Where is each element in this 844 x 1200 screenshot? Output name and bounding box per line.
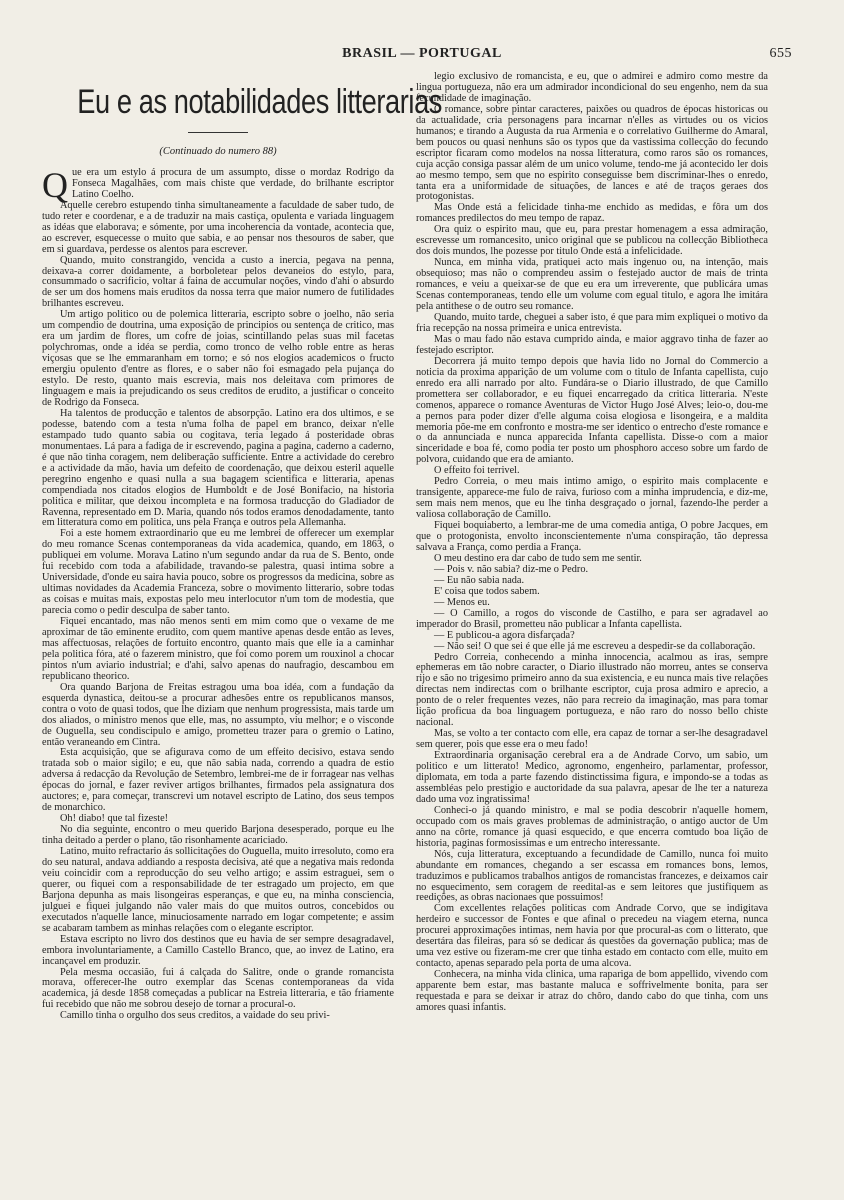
paragraph: Nunca, em minha vida, pratiquei acto mais ingenuo ou, na intenção, mais obsequioso; mas não o comprendeu assim o festejado auctor de mais de trinta romances, e veiu a queixar-se de que eu era um irreverente, que publicára umas Scenas contemporaneas, tendo elle um volume com egual titulo, e agora lhe imitára pela antithese o de outro seu romance.	[416, 257, 768, 313]
paragraph: — E publicou-a agora disfarçada?	[434, 629, 575, 641]
running-title: BRASIL — PORTUGAL	[342, 46, 502, 61]
right-column	[416, 72, 768, 1174]
paragraph: Conhecera, na minha vida clinica, uma rapariga de bom appellido, vivendo com apparente bem estar, mas bastante maluca e soffrivelmente bonita, para ser requestada e para se deixar ir atraz do chôro, dando cabo do que tinha, com uns amores quasi infantis.	[416, 969, 768, 1014]
paragraph: Um artigo politico ou de polemica litteraria, escripto sobre o joelho, não seria um compendio de doutrina, uma exposição de principios ou sentença de critico, mas era um jardim de flores, um cofre de joias, scintillando pelas suas mil facetas polychromas, onde a idéa se perdia, como tronco de velho roble entre as heras viçosas que se lhe emmaranham em torno; e só nos elogios academicos o fructo emergiu opulento d'entre as flores, e o saber não foi esmagado pela pujança do estylo. De resto, quanto mais escrevia, mais nos deleitava com primores de linguagem e mais ia prejudicando os seus creditos de erudito, a justificar o conceito de Rodrigo da Fonseca.	[42, 309, 394, 408]
paragraph: Mas, se volto a ter contacto com elle, era capaz de tornar a ser-lhe desagradavel sem querer, pois que esse era o meu fado!	[416, 728, 768, 751]
left-column-body	[42, 201, 394, 1022]
drop-cap: Q	[42, 164, 68, 205]
paragraph: Decorrera já muito tempo depois que havia lido no Jornal do Commercio a noticia da proxima apparição de um volume com o titulo de Infanta capellista, cujo enredo era alli narrado por alto. Fundára-se o Diario illustrado, de que Camillo promettera ser collaborador, e eu fiquei encarregado da critica litteraria. N'este comenos, apparece o romance Aventuras de Victor Hugo José Alves; leio-o, dou-me a pernos para poder dizer d'elle alguma coisa elogiosa e lisongeira, e a maldita memoria põe-me em confronto e mostra-me ser identico o entrecho d'este romance e o da annunciada e nunca apparecida Infanta capellista. Disse-o com a maior sinceridade e boa fé, como podia ter posto um phosphoro acceso sobre um fardo de polvora, cuidando que era de amianto.	[416, 355, 768, 466]
page-number: 655	[769, 46, 792, 61]
paragraph: Com excellentes relações politicas com Andrade Corvo, que se indigitava herdeiro e successor de Fontes e que afinal o precedeu na viagem eterna, nunca procurei approximações intimas, nem havia por que procural-as com o litterato, que desertára das fileiras, para só se dedicar ás questões da governação publica; mas de uma vez estive ou fizeram-me crer que tinha estado em contacto com elle, muito em contacto, apenas separado pela porta de uma alcova.	[416, 903, 768, 970]
title-divider	[188, 132, 248, 133]
paragraph: O romance, sobre pintar caracteres, paixões ou quadros de épocas historicas ou da actualidade, cria personagens para incarnar n'elles as virtudes ou os vicios humanos; e tirando a Augusta da rua Armenia e o correlativo Guilherme do Amaral, bem poucos ou quasi nenhuns são os typos que da vastissima collecção do fecundo escriptor ficaram como modelos na nossa litteratura, como raros são os romances, cuja acção consiga passar além de um unico volume, tendo-me já acontecido ler dois ao mesmo tempo, sem que no espirito conseguisse bem discriminar-lhes o enredo, tanta era a uniformidade de situações, de lances e até de traços geraes dos protogonistas.	[416, 103, 768, 203]
paragraph: Foi a este homem extraordinario que eu me lembrei de offerecer um exemplar do meu romance Scenas contemporaneas da vida academica, quando, em 1863, o publiquei em volume. Morava Latino n'um segundo andar da rua de S. Bento, onde fui recebido com toda a afabilidade, travando-se palestra, quasi intima sobre a Universidade, d'onde eu saira havia pouco, sobre os progressos da medicina, sobre as ultimas novidades da Academia Franceza, sobre o movimento litterario, sobre todas as coisas e muitas mais, expostas pelo meu interlocutor n'um tom de modestia, que parecia como o pedir desculpa de saber tanto.	[42, 528, 394, 617]
first-paragraph	[42, 164, 394, 205]
paragraph: Fiquei boquiaberto, a lembrar-me de uma comedia antiga, O pobre Jacques, em que o protogonista, envolto inconscientemente n'uma conspiração, tão depressa salvava a França, como perdia a França.	[416, 520, 768, 553]
paragraph: Mas Onde está a felicidade tinha-me enchido as medidas, e fôra um dos romances predilectos do meu tempo de rapaz.	[416, 202, 768, 225]
left-column	[42, 72, 442, 1174]
paragraph: Camillo tinha o orgulho dos seus creditos, a vaidade do seu privi-	[60, 1010, 330, 1022]
paragraph: No dia seguinte, encontro o meu querido Barjona desesperado, porque eu lhe tinha deitado a perder o plano, tão risonhamente acariciado.	[42, 824, 394, 847]
paragraph: — Não sei! O que sei é que elle já me escreveu a despedir-se da collaboração.	[434, 640, 756, 652]
paragraph: Quando, muito tarde, cheguei a saber isto, é que para mim expliquei o motivo da fria recepção na nossa primeira e unica entrevista.	[416, 311, 768, 334]
paragraph: Oh! diabo! que tal fizeste!	[60, 813, 169, 825]
paragraph: Conheci-o já quando ministro, e mal se podia descobrir n'aquelle homem, occupado com os mais graves problemas de administração, o antigo auctor de Um anno na côrte, romance já quasi esquecido, e que encerra comtudo boa lição de historia, paginas formosissimas e um entrecho interessante.	[416, 804, 768, 849]
paragraph: Ha talentos de producção e talentos de absorpção. Latino era dos ultimos, e se podesse, batendo com a testa n'uma folha de papel em branco, deixar n'elle estampado tudo quanto sabia ou cogitava, teria legado á posteridade obras monumentaes. Lá para a fadiga de ir escrevendo, pagina a pagina, caderno a caderno, é que não tinha coragem, nem deliberação sufficiente. Entre a actividade do cerebro e a actividade da mão, havia um defeito de coordenação, que deixou esteril aquelle peregrino engenho e quasi nulla a sua bagagem scientifica e litteraria, apenas compendiada nos citados elogios de Humboldt e de José Bonifacio, na historia politica e militar, que deixou incompleta e na formosa traducção do Gladiador de Ravenna, representado em D. Maria, quando nós todos eramos denodadamente, tanto em litteratura como em politica, uns pela França e outros pela Allemanha.	[42, 407, 394, 529]
article-subtitle: (Continuado do numero 88)	[159, 146, 277, 157]
paragraph: Ora quando Barjona de Freitas estragou uma boa idéa, com a fundação da esquerda dynastica, deitou-se a procurar adhesões entre os republicanos mansos, contra o voto de quasi todos, que lhe diziam que nenhum progressista, mais tarde um dos aliados, o ministro menos que elle, mas, no assumpto, viu melhor; e o visconde de Ouguella, seu condiscipulo e amigo, prometteu trazer para o gremio o Latino, então veraneando em Cintra.	[42, 681, 394, 748]
right-column-body	[416, 72, 768, 1014]
paragraph: Nós, cuja litteratura, exceptuando a fecundidade de Camillo, nunca foi muito abundante em romances, chegando a ser escassa em romances bons, lemos, traduzimos e publicamos trabalhos antigos de romancistas francezes, e deixamos cair no esquecimento, sem coragem de reedital-as e sem leitores que justifiquem as reedições, as obras nacionaes que possuimos!	[416, 848, 768, 904]
paragraph: Ora quiz o espirito mau, que eu, para prestar homenagem a essa admiração, escrevesse um romancesito, unico original que se publicou na collecção Bibliotheca dos dois mundos, lhe pozesse por titulo Onde está a infelicidade.	[416, 224, 768, 258]
paragraph: Aquelle cerebro estupendo tinha simultaneamente a faculdade de saber tudo, de tudo reter e coordenar, e a de traduzir na mais castiça, opulenta e variada linguagem as idéas que elaborava; e sómente, por uma incoherencia da vontade, acontecia que, ao escrever, esquecesse o muito que sabia, e ao pensar nos thesouros de saber, que em si guardava, perdesse os alentos para escrever.	[42, 199, 394, 255]
paragraph: legio exclusivo de romancista, e eu, que o admirei e admiro como mestre da lingua portugueza, não era um admirador incondicional do seu engenho, nem da sua fecundidade de imaginação.	[416, 71, 768, 104]
paragraph: — Pois v. não sabia? diz-me o Pedro.	[434, 563, 589, 575]
page-header	[52, 46, 792, 64]
paragraph: O effeito foi terrivel.	[434, 465, 520, 477]
paragraph: Mas o mau fado não estava cumprido ainda, e maior aggravo tinha de fazer ao festejado escriptor.	[416, 333, 768, 356]
first-paragraph-text: ue era um estylo á procura de um assumpto, disse o mordaz Rodrigo da Fonseca Magalhães, com mais chiste que verdade, do brilhante escriptor Latino Coelho.	[72, 166, 394, 200]
article-title: Eu e as notabilidades litterarias	[77, 83, 442, 121]
paragraph: Estava escripto no livro dos destinos que eu havia de ser sempre desagradavel, embora involuntariamente, a Camillo Castello Branco, que, ao invez de Latino, era incançavel em produzir.	[42, 933, 394, 967]
paragraph: E' coisa que todos sabem.	[434, 585, 540, 597]
paragraph: — Menos eu.	[434, 596, 490, 608]
paragraph: Extraordinaria organisação cerebral era a de Andrade Corvo, um sabio, um politico e um litterato! Medico, agronomo, engenheiro, parlamentar, professor, diplomata, em toda a parte fazendo distinctissima figura, e impondo-se a todas as assembléas pelo prestigio e auctoridade da sua palavra, apesar de lhe ter a natureza dado uma voz ingratissima!	[416, 750, 768, 805]
paragraph: Pela mesma occasião, fui á calçada do Salitre, onde o grande romancista morava, offerecer-lhe outro exemplar das Scenas contemporaneas da vida academica, já desde 1858 começadas a publicar na Estreia litteraria, e tão friamente fui recebido que não me sobrou desejo de tornar a procural-o.	[42, 966, 394, 1011]
paragraph: Pedro Correia, o meu mais intimo amigo, o espirito mais complacente e transigente, apparece-me fulo de raiva, furioso com a minha imprudencia, e diz-me, sem mais nem menos, que eu lhe tinha desgraçado o jornal, fazendo-lhe perder a valiosa collaboração de Camillo.	[416, 476, 768, 521]
paragraph: Fiquei encantado, mas não menos senti em mim como que o vexame de me aproximar de tão eminente erudito, com quem mantive apenas desde então as leves, mas affectuosas, relações de fortuito encontro, quanto mais que elle ia a caminhar pela politica fóra, até o fazerem ministro, que foi como porem um rouxinol a chocar pintos n'um aviario industrial; e d'ahi, salvo apenas do naufragio, descambou em republicano theorico.	[42, 616, 394, 682]
paragraph: Pedro Correia, conhecendo a minha innocencia, acalmou as iras, sempre ephemeras em tão nobre caracter, o Diario illustrado não morreu, antes se conserva rijo e são no trigesimo primeiro anno da sua existencia, e eu nunca mais tive relações directas nem indirectas com o brilhante escriptor, cuja prosa admiro e aprecio, a ponto de o reler frequentes vezes, não para recreio da imaginação, mas para tomar lição proficua da boa linguagem portugueza, e não raro do nosso bello chiste nacional.	[416, 651, 768, 729]
paragraph: O meu destino era dar cabo de tudo sem me sentir.	[434, 552, 642, 564]
paragraph: Latino, muito refractario ás sollicitações do Ouguella, muito irresoluto, como era do seu natural, andava addiando a resposta decisiva, até que a negativa mais redonda veiu coincidir com a reproducção do seu velho artigo; e assim estraguei, sem o querer, ou fiquei com a responsabilidade de ter estragado um projecto, em que Barjona depunha as mais lisongeiras esperanças, e que eu, na minha consciencia, julguei e fiquei julgando não valer mais do que muitos outros, concebidos ou executados n'aquelle lance, minuciosamente narrado em logar competente; e assim se acabaram tambem as minhas relações com o elegante escriptor.	[42, 846, 394, 934]
paragraph: — O Camillo, a rogos do visconde de Castilho, e para ser agradavel ao imperador do Brasil, prometteu não publicar a Infanta capellista.	[416, 607, 768, 630]
paragraph: Quando, muito constrangido, vencida a custo a inercia, pegava na penna, deixava-a correr doidamente, a borboletear pelos devaneios do estylo, para, consummado o sacrificio, voltar á faina de accumular noções, vindo d'ahi o absurdo de ser um dos homens mais eruditos da nossa terra que maior numero de futilidades brilhantes escreveu.	[42, 254, 394, 310]
paragraph: — Eu não sabia nada.	[434, 574, 525, 586]
paragraph: Esta acquisição, que se afigurava como de um effeito decisivo, estava sendo tratada sob o maior sigilo; e eu, que não sabia nada, correndo a quadra de estio adversa á redacção da Revolução de Setembro, lembrei-me de ir forragear nas velhas épocas do jornal, e fazer reviver artigos brilhantes, firmados pela assignatura dos auctores; e, para começar, transcrevi um notavel escripto de Latino, dos seus tempos de monarchico.	[42, 747, 394, 814]
